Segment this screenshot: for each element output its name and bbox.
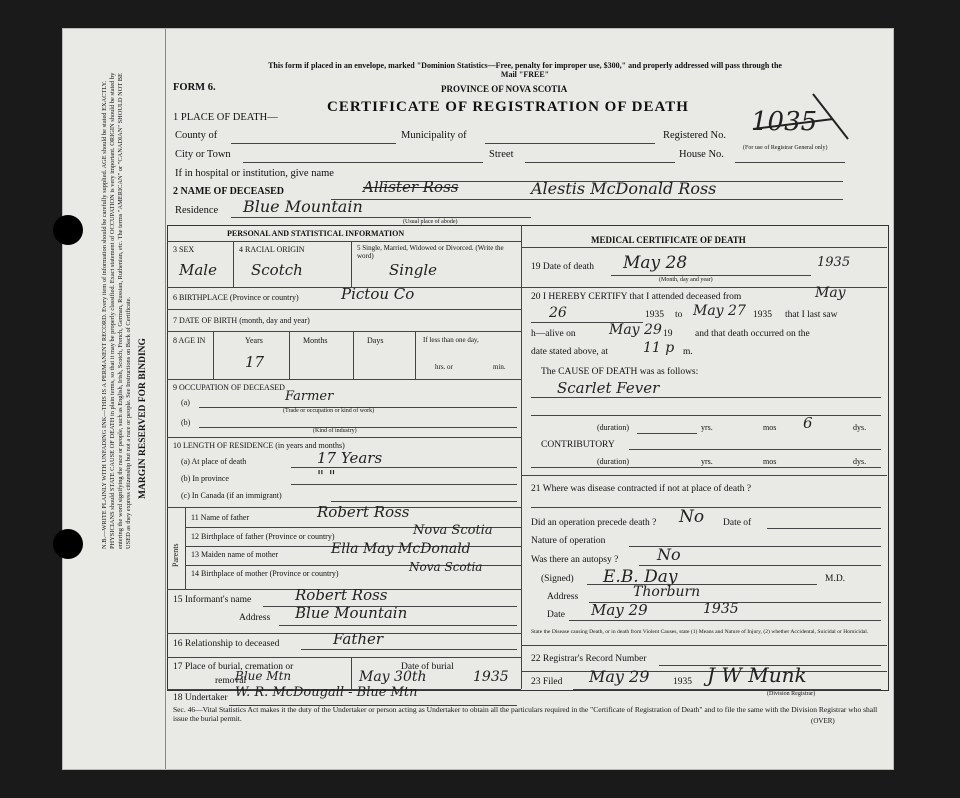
occ-b-note: (Kind of industry)	[313, 428, 357, 434]
residence-label: Residence	[175, 205, 219, 216]
mother-value: Ella May McDonald	[331, 541, 471, 557]
year-2: 1935	[753, 310, 772, 320]
origin-label: 4 RACIAL ORIGIN	[239, 245, 305, 254]
occupation-label: 9 OCCUPATION OF DECEASED	[173, 383, 285, 392]
binding-margin	[63, 29, 166, 769]
date-death-value: May 28	[623, 253, 688, 273]
to-label: to	[675, 310, 683, 320]
residence-value: Blue Mountain	[243, 197, 363, 216]
marital-value: Single	[389, 261, 438, 279]
registrar-record-label: 22 Registrar's Record Number	[531, 654, 647, 664]
registered-number: 1035	[751, 107, 818, 137]
age-years-value: 17	[245, 353, 265, 371]
burial-label: 17 Place of burial, cremation or	[173, 662, 294, 672]
over-label: (OVER)	[811, 717, 835, 725]
contributory-label: CONTRIBUTORY	[541, 440, 615, 450]
burial-year-value: 1935	[473, 669, 509, 685]
certify-label: 20 I HEREBY CERTIFY that I attended deceased from	[531, 292, 742, 302]
dob-label: 7 DATE OF BIRTH (month, day and year)	[173, 316, 310, 325]
origin-value: Scotch	[251, 261, 303, 279]
undertaker-value: W. R. McDougall - Blue Mtn	[235, 685, 418, 700]
mother-label: 13 Maiden name of mother	[191, 550, 279, 559]
date-burial-label: Date of burial	[401, 662, 454, 672]
filed-value: May 29	[589, 667, 650, 686]
death-occurred-label: and that death occurred on the	[695, 329, 810, 339]
cause-value: Scarlet Fever	[557, 379, 660, 397]
in-province-value: " "	[317, 467, 336, 485]
cause-label: The CAUSE OF DEATH was as follows:	[541, 367, 699, 377]
month-note: (Month, day and year)	[659, 277, 713, 283]
dys-label: dys.	[853, 423, 867, 432]
state-note: State the Disease causing Death, or in death from Violent Causes, state (1) Means and Nature of Injury, (2) whether Accidental, Suicidal or Homicidal.	[531, 629, 869, 635]
from-month-value: May	[815, 285, 846, 301]
usual-abode-note: (Usual place of abode)	[403, 219, 458, 225]
date-death-label: 19 Date of death	[531, 262, 595, 272]
relationship-label: 16 Relationship to deceased	[173, 639, 280, 649]
years-label: Years	[245, 336, 263, 345]
occupation-value: Farmer	[285, 389, 334, 404]
page-title: CERTIFICATE OF REGISTRATION OF DEATH	[327, 99, 689, 115]
death-year-value: 1935	[817, 255, 851, 270]
age-label: 8 AGE IN	[173, 336, 206, 345]
in-province-label: (b) In province	[181, 474, 229, 483]
year-3: 19	[663, 329, 673, 339]
mos-label: mos	[763, 423, 777, 432]
min-label: min.	[493, 363, 506, 371]
county-label: County of	[175, 130, 218, 141]
father-bp-value: Nova Scotia	[413, 523, 493, 538]
m-label: m.	[683, 347, 693, 357]
date-of-label: Date of	[723, 518, 752, 528]
occ-a-note: (Trade or occupation or kind of work)	[283, 408, 375, 414]
relationship-value: Father	[333, 630, 384, 648]
father-label: 11 Name of father	[191, 513, 250, 522]
date-stated-label: date stated above, at	[531, 347, 609, 357]
footer-sec46: Sec. 46—Vital Statistics Act makes it the duty of the Undertaker or person acting as Undertaker to obtain all the particulars required in the "Certificate of Registration of Death" and to file the same with the Division Registrar who shall issue the burial permit.	[173, 705, 878, 723]
time-value: 11 p	[643, 340, 675, 356]
mother-bp-value: Nova Scotia	[409, 560, 483, 574]
medical-heading: MEDICAL CERTIFICATE OF DEATH	[591, 235, 746, 245]
physician-date-year: 1935	[703, 601, 739, 617]
months-label: Months	[303, 336, 328, 345]
municipality-label: Municipality of	[401, 130, 467, 141]
physician-address-label: Address	[547, 592, 579, 602]
autopsy-label: Was there an autopsy ?	[531, 555, 619, 565]
registered-no-label: Registered No.	[663, 130, 726, 141]
undertaker-label: 18 Undertaker	[173, 693, 228, 703]
binding-label: MARGIN RESERVED FOR BINDING	[138, 338, 148, 499]
removal-label: removal	[215, 676, 247, 686]
mos-value: 6	[803, 414, 813, 432]
city-label: City or Town	[175, 149, 231, 160]
mail-notice: This form if placed in an envelope, marked "Dominion Statistics—Free, penalty for improper use, $300," and properly addressed will pass through the Mail "FREE"	[268, 61, 782, 79]
days-label: Days	[367, 336, 384, 345]
less-day-label: If less than one day,	[423, 336, 479, 344]
signed-label: (Signed)	[541, 574, 574, 584]
registrar-signature: J W Munk	[707, 663, 807, 687]
nature-label: Nature of operation	[531, 536, 606, 546]
filed-label: 23 Filed	[531, 677, 563, 687]
date-burial-value: May 30th	[359, 669, 427, 685]
sex-value: Male	[179, 261, 217, 279]
last-saw-label: that I last saw	[785, 310, 838, 320]
alive-date-value: May 29	[609, 322, 662, 338]
hospital-label: If in hospital or institution, give name	[175, 168, 334, 179]
at-place-label: (a) At place of death	[181, 457, 247, 466]
date-label: Date	[547, 610, 565, 620]
yrs-label-2: yrs.	[701, 457, 713, 466]
dys-label-2: dys.	[853, 457, 867, 466]
registered-check-mark	[743, 89, 863, 149]
registrar-note: (For use of Registrar General only)	[743, 145, 828, 151]
certificate-paper	[62, 28, 894, 770]
residence-length-label: 10 LENGTH OF RESIDENCE (in years and months)	[173, 441, 345, 450]
father-value: Robert Ross	[317, 503, 410, 521]
q21-label: 21 Where was disease contracted if not at place of death ?	[531, 484, 752, 494]
occ-b-label: (b)	[181, 418, 191, 427]
form-number: FORM 6.	[173, 82, 216, 93]
in-canada-label: (c) In Canada (if an immigrant)	[181, 491, 282, 500]
hrs-label: hrs. or	[435, 363, 453, 371]
informant-address-label: Address	[239, 613, 271, 623]
deceased-name: Alestis McDonald Ross	[531, 179, 717, 198]
occ-a-label: (a)	[181, 398, 190, 407]
parents-label: Parents	[171, 543, 180, 567]
at-place-value: 17 Years	[317, 449, 383, 467]
year-1: 1935	[645, 310, 664, 320]
mother-bp-label: 14 Birthplace of mother (Province or country)	[191, 569, 339, 578]
informant-value: Robert Ross	[295, 586, 388, 604]
deceased-label: 2 NAME OF DECEASED	[173, 186, 285, 197]
mos-label-2: mos	[763, 457, 777, 466]
punch-hole	[53, 215, 83, 245]
struck-name: Allister Ross	[363, 178, 459, 196]
physician-date-value: May 29	[591, 601, 648, 619]
burial-place-value: Blue Mtn	[235, 669, 292, 683]
autopsy-value: No	[657, 545, 681, 564]
signed-value: E.B. Day	[603, 567, 678, 587]
filed-year: 1935	[673, 677, 692, 687]
to-date-value: May 27	[693, 303, 746, 319]
from-day-value: 26	[549, 305, 567, 321]
yrs-label: yrs.	[701, 423, 713, 432]
him-alive-label: h—alive on	[531, 329, 576, 339]
personal-heading: PERSONAL AND STATISTICAL INFORMATION	[227, 229, 405, 238]
sex-label: 3 SEX	[173, 245, 195, 254]
province: PROVINCE OF NOVA SCOTIA	[441, 84, 568, 94]
physician-address-value: Thorburn	[633, 584, 701, 600]
house-label: House No.	[679, 149, 724, 160]
street-label: Street	[489, 149, 514, 160]
birthplace-label: 6 BIRTHPLACE (Province or country)	[173, 293, 299, 302]
division-registrar-note: (Division Registrar)	[767, 691, 816, 697]
informant-address-value: Blue Mountain	[295, 604, 408, 622]
punch-hole	[53, 529, 83, 559]
operation-label: Did an operation precede death ?	[531, 518, 657, 528]
duration-label-2: (duration)	[597, 457, 629, 466]
duration-label: (duration)	[597, 423, 629, 432]
marital-label: 5 Single, Married, Widowed or Divorced. (Write the word)	[357, 244, 504, 260]
operation-value: No	[679, 507, 705, 527]
place-heading: 1 PLACE OF DEATH—	[173, 112, 278, 123]
md-label: M.D.	[825, 574, 846, 584]
informant-label: 15 Informant's name	[173, 595, 252, 605]
father-bp-label: 12 Birthplace of father (Province or country)	[191, 532, 335, 541]
nb-instructions: N.B.—WRITE PLAINLY WITH UNFADING INK—THIS IS A PERMANENT RECORD. Every item of information should be carefully supplied. AGE should be stated EXACTLY. PHYSICIANS should STATE CAUSE OF DEATH in plain terms, so that it may be properly classified. Exact statement of OCCUPATION is very important. ORIGIN should be stated by entering the word signifying the race or people, such as English, Irish, Scotch, French, German, Russian, Ruthenian, etc. The terms "AMERICAN" or "CANADIAN" SHOULD NOT BE USED as they express citizenship but not a race or people. See Instructions on Back of Certificate.	[101, 72, 132, 549]
birthplace-value: Pictou Co	[341, 285, 415, 303]
